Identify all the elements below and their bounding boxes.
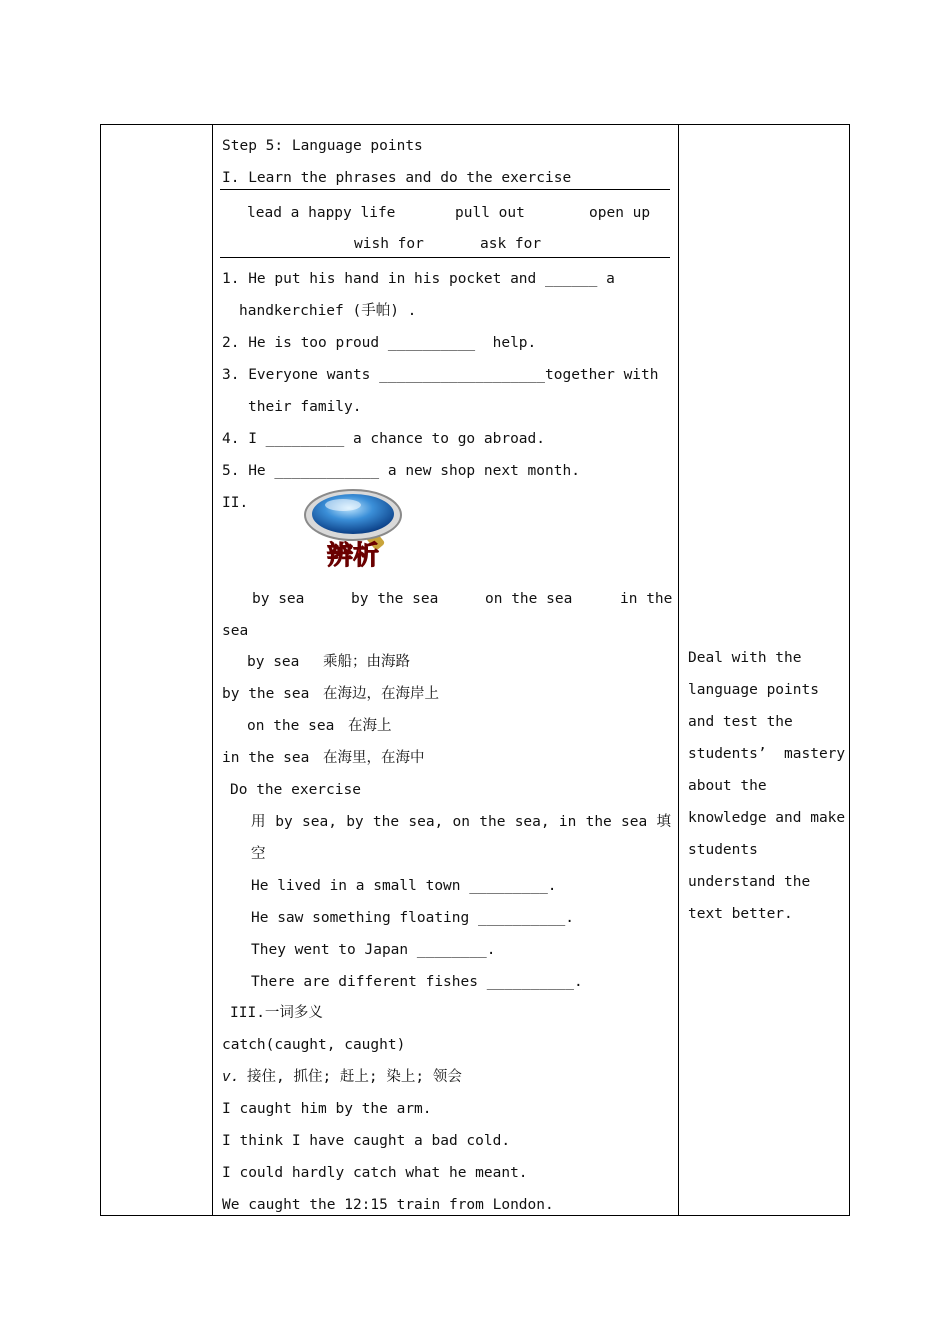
example-sentence: I caught him by the arm. — [222, 1101, 432, 1117]
phrase: open up — [589, 205, 651, 221]
phrase: lead a happy life — [247, 205, 396, 221]
exercise-line: handkerchief (手帕) . — [239, 303, 417, 319]
exercise-heading: Do the exercise — [230, 782, 361, 798]
example-sentence: We caught the 12:15 train from London. — [222, 1197, 554, 1213]
meaning-zh: 在海边，在海岸上 — [323, 686, 439, 702]
exercise-line: 3. Everyone wants ___________________together with — [222, 367, 659, 383]
phrase: pull out — [455, 205, 525, 221]
choice: by sea — [252, 591, 305, 607]
purpose-line: Deal with the — [688, 650, 802, 666]
purpose-line: students — [688, 842, 758, 858]
choice: on the sea — [485, 591, 573, 607]
purpose-line: understand the — [688, 874, 811, 890]
phrase: ask for — [480, 236, 542, 252]
column-divider-left — [212, 125, 213, 1215]
phrase-box-top-rule — [220, 189, 670, 190]
meaning-en: in the sea — [222, 750, 310, 766]
meaning-en: on the sea — [247, 718, 335, 734]
step-title: Step 5: Language points — [222, 138, 423, 154]
meaning-en: by sea — [247, 654, 300, 670]
section1-heading: I. Learn the phrases and do the exercise — [222, 170, 572, 186]
purpose-line: language points — [688, 682, 819, 698]
choice-wrap: sea — [222, 623, 249, 639]
example-sentence: I could hardly catch what he meant. — [222, 1165, 528, 1181]
lesson-table — [100, 124, 850, 1216]
section3-heading: III.一词多义 — [230, 1005, 323, 1021]
column-divider-right — [678, 125, 679, 1215]
choice: by the sea — [351, 591, 439, 607]
meaning-zh: 在海上 — [348, 718, 392, 734]
purpose-line: students’ mastery — [688, 746, 846, 762]
example-sentence: I think I have caught a bad cold. — [222, 1133, 511, 1149]
exercise-instruction-wrap: 空 — [251, 846, 266, 862]
purpose-line: knowledge and make — [688, 810, 846, 826]
fill-sentence: He lived in a small town _________. — [251, 878, 557, 894]
meaning-zh: 乘船；由海路 — [323, 654, 410, 670]
part-of-speech: v. — [222, 1069, 240, 1085]
fill-sentence: They went to Japan ________. — [251, 942, 496, 958]
magnifier-icon — [299, 489, 419, 575]
exercise-line: 5. He ____________ a new shop next month. — [222, 463, 580, 479]
purpose-line: text better. — [688, 906, 793, 922]
purpose-line: about the — [688, 778, 767, 794]
fill-sentence: There are different fishes __________. — [251, 974, 583, 990]
meaning-en: by the sea — [222, 686, 310, 702]
exercise-line: their family. — [248, 399, 362, 415]
meaning-zh: 在海里，在海中 — [323, 750, 425, 766]
exercise-line: 4. I _________ a chance to go abroad. — [222, 431, 546, 447]
analysis-logo — [299, 489, 419, 575]
exercise-line: 1. He put his hand in his pocket and ______ a — [222, 271, 615, 287]
phrase-box-bottom-rule — [220, 257, 670, 258]
phrase: wish for — [354, 236, 424, 252]
headword: catch(caught, caught) — [222, 1037, 406, 1053]
purpose-line: and test the — [688, 714, 793, 730]
exercise-instruction: 用 by sea, by the sea, on the sea, in the sea 填 — [251, 814, 671, 830]
choice: in the — [620, 591, 673, 607]
logo-text: 辨析 — [326, 541, 380, 571]
fill-sentence: He saw something floating __________. — [251, 910, 575, 926]
word-meaning: 接住, 抓住; 赶上; 染上; 领会 — [247, 1069, 462, 1085]
section2-label: II. — [222, 495, 249, 511]
exercise-line: 2. He is too proud __________ help. — [222, 335, 537, 351]
